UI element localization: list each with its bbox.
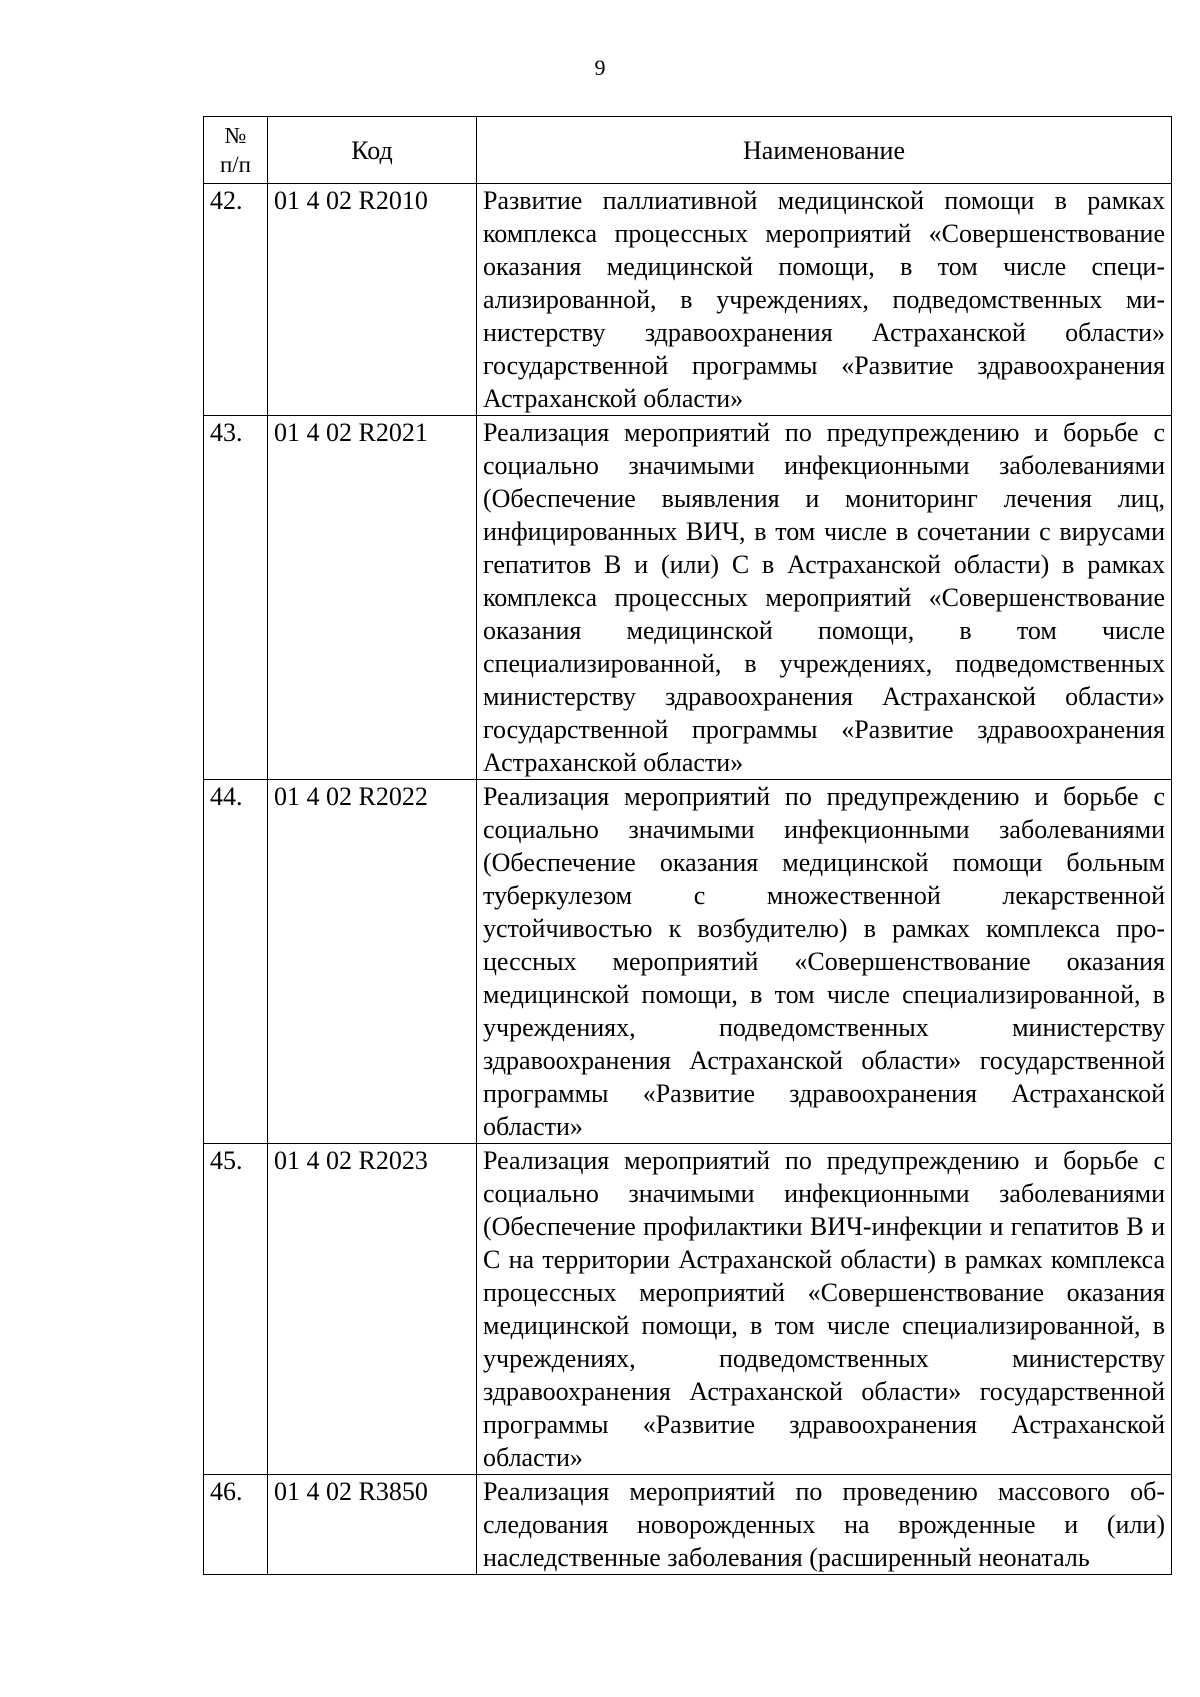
page-number: 9: [594, 55, 606, 80]
row-code: 01 4 02 R2023: [268, 1144, 477, 1475]
row-number: 45.: [204, 1144, 268, 1475]
row-name: Реализация мероприятий по предупреждению и борьбе с социально значимыми инфекционными заболеваниями (Обеспечение оказания медицинской помощи больным туберкулезом с множественной лекарственной устойчивостью к возбудителю) в рамках комплекса процессных мероприятий «Совершенствование оказания медицинской помощи, в том числе специализированной, в учреждениях, подведомственных министерству здравоохранения Астраханской области» государственной программы «Развитие здравоохранения Астраханской области»: [477, 780, 1172, 1144]
table-row: [204, 416, 1172, 780]
header-name: Наименование: [477, 117, 1172, 184]
table-row: [204, 184, 1172, 416]
table-header-row: [204, 117, 1172, 184]
row-code: 01 4 02 R3850: [268, 1475, 477, 1575]
row-code: 01 4 02 R2021: [268, 416, 477, 780]
budget-code-table: [203, 116, 1172, 1575]
header-number: [204, 117, 268, 184]
table-row: [204, 1144, 1172, 1475]
row-code: 01 4 02 R2022: [268, 780, 477, 1144]
row-name: Развитие паллиативной медицинской помощи в рамках комплекса процессных мероприятий «Совершенствование оказания медицинской помощи, в том числе специализированной, в учреждениях, подведомственных министерству здравоохранения Астраханской области» государственной программы «Развитие здравоохранения Астраханской области»: [477, 184, 1172, 416]
row-number: 44.: [204, 780, 268, 1144]
row-code: 01 4 02 R2010: [268, 184, 477, 416]
row-name: Реализация мероприятий по предупреждению и борьбе с социально значимыми инфекционными заболеваниями (Обеспечение профилактики ВИЧ-инфекции и гепатитов B и C на территории Астраханской области) в рамках комплекса процессных мероприятий «Совершенствование оказания медицинской помощи, в том числе специализированной, в учреждениях, подведомственных министерству здравоохранения Астраханской области» государственной программы «Развитие здравоохранения Астраханской области»: [477, 1144, 1172, 1475]
table-row: [204, 1475, 1172, 1575]
header-code: Код: [268, 117, 477, 184]
header-number-symbol: №: [224, 123, 247, 148]
row-number: 43.: [204, 416, 268, 780]
row-number: 42.: [204, 184, 268, 416]
table-row: [204, 780, 1172, 1144]
row-number: 46.: [204, 1475, 268, 1575]
row-name: Реализация мероприятий по предупреждению и борьбе с социально значимыми инфекционными заболеваниями (Обеспечение выявления и мониторинг лечения лиц, инфицированных ВИЧ, в том числе в сочетании с вирусами гепатитов B и (или) C в Астраханской области) в рамках комплекса процессных мероприятий «Совершенствование оказания медицинской помощи, в том числе специализированной, в учреждениях, подведомственных министерству здравоохранения Астраханской области» государственной программы «Развитие здравоохранения Астраханской области»: [477, 416, 1172, 780]
header-number-abbrev: п/п: [219, 152, 251, 177]
row-name: Реализация мероприятий по проведению массового обследования новорожденных на врожденные и (или) наследственные заболевания (расширенный неонаталь: [477, 1475, 1172, 1575]
